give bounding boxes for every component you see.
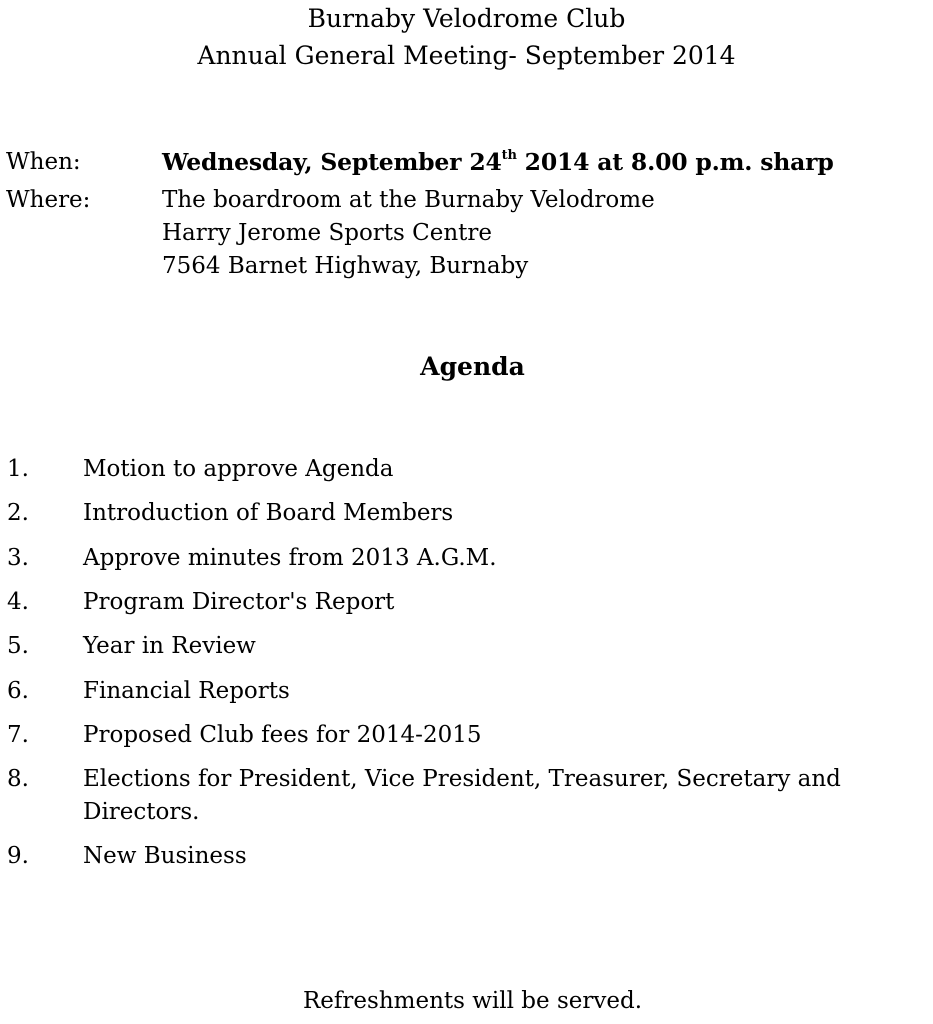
agenda-item-text: Financial Reports	[83, 678, 290, 704]
agenda-item-number: 6.	[7, 678, 29, 704]
agenda-item-number: 2.	[7, 500, 29, 526]
agenda-item-text: Proposed Club fees for 2014-2015	[83, 722, 482, 748]
agenda-item-number: 4.	[7, 589, 29, 615]
when-label: When:	[6, 149, 81, 175]
when-ordinal-suffix: th	[501, 148, 517, 164]
club-name-title: Burnaby Velodrome Club	[307, 4, 626, 33]
agenda-item-text: Elections for President, Vice President, Treasurer, Secretary and Directors.	[83, 766, 841, 825]
agenda-item-number: 5.	[7, 633, 29, 659]
agenda-item-number: 9.	[7, 843, 29, 869]
agenda-item-number: 3.	[7, 545, 29, 571]
where-address: 7564 Barnet Highway, Burnaby	[162, 253, 529, 279]
agenda-item-text: New Business	[83, 843, 247, 869]
agenda-item-text: Approve minutes from 2013 A.G.M.	[83, 545, 497, 571]
agenda-heading: Agenda	[420, 352, 525, 381]
when-time: 2014 at 8.00 p.m. sharp	[516, 148, 834, 176]
agenda-item-text: Introduction of Board Members	[83, 500, 454, 526]
where-building: Harry Jerome Sports Centre	[162, 220, 493, 246]
agenda-item-number: 1.	[7, 456, 29, 482]
when-value	[162, 147, 834, 177]
meeting-title: Annual General Meeting- September 2014	[197, 41, 736, 70]
agenda-item-text: Program Director's Report	[83, 589, 395, 615]
refreshments-note: Refreshments will be served.	[302, 988, 642, 1014]
agenda-item-number: 8.	[7, 766, 29, 792]
where-venue: The boardroom at the Burnaby Velodrome	[162, 187, 655, 213]
agenda-item-text: Motion to approve Agenda	[83, 456, 394, 482]
where-label: Where:	[6, 187, 91, 213]
when-day: Wednesday, September 24	[162, 148, 502, 176]
agenda-item-text: Year in Review	[83, 633, 256, 659]
agenda-item-number: 7.	[7, 722, 29, 748]
